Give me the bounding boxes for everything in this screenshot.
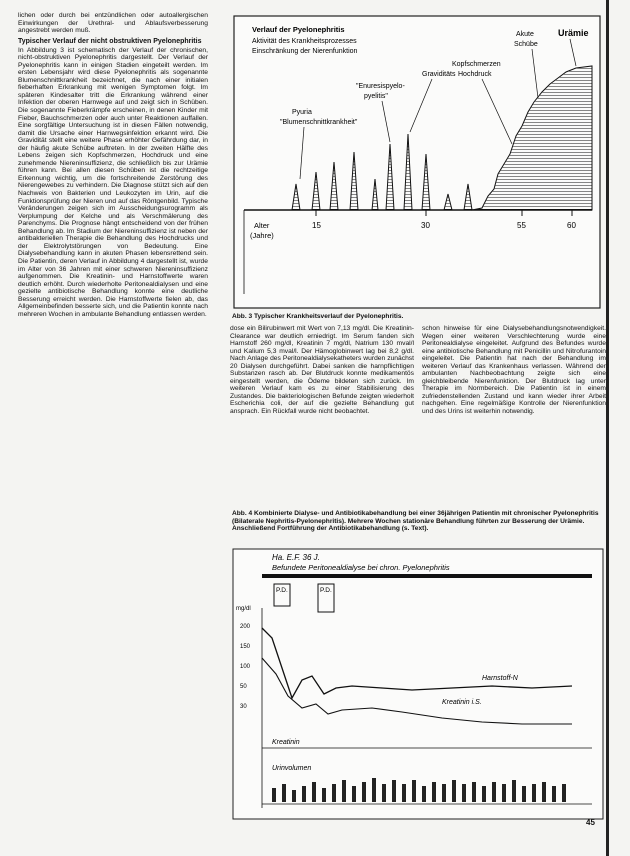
label-pyuria-2: "Blumenschnittkrankheit" bbox=[280, 119, 358, 126]
label-kopf-1: Kopfschmerzen bbox=[452, 61, 501, 68]
series-label-4: Urinvolumen bbox=[272, 765, 312, 772]
label-kopf-2: Hochdruck bbox=[458, 71, 492, 78]
tick-3: 55 bbox=[517, 221, 526, 230]
body-paragraph: In Abbildung 3 ist schematisch der Verlauf der chronischen, nicht-obstruktiven Pyelonephritis dargestellt. Der Verlauf der Pyelonephritis kann in einigen Stadien eingeteilt werden. Im ersten Lebensjahr wird diese Pyelonephritis als sogenannte Blumenschnittkrankheit bezeichnet, die nach einer initialen fieberhaften Erkrankung mit wenigen Symptomen folgt. Im späteren Kindesalter tritt die Erkrankung während einer Infektion der oberen Harnwege auf und zeigt sich in Schüben. Die sogenannte Fieberkrämpfe erscheinen, in denen Kinder mit Fieber, Bauchschmerzen oder auch unter Reaktionen auffallen. Eine sorgfältige Untersuchung ist in diesen Fällen notwendig, damit die Ursache einer Harnwegsinfektion erkannt wird. Die Gravidität stellt eine weitere Phase erhöhter Gefährdung dar, in der häufig akute Schübe auftreten. In der zweiten Hälfte des Lebens zeigen sich Kopfschmerzen, Hochdruck und eine zunehmende Niereninsuffizienz, die schließlich bis zur Urämie führen kann. Bei allen diesen Schüben ist die rechtzeitige Erkennung wichtig, um die fortschreitende Zerstörung des Nierengewebes zu verhindern. Die Diagnose stützt sich auf den Nachweis von Bakterien und Leukozyten im Urin, auf die Funktionsprüfung der Nieren und auf das Röntgenbild. Typische Veränderungen zeigen sich im Ausscheidungsurogramm als Verplumpung der Kelche und als Verschmälerung des Parenchyms. Die Prognose hängt entscheidend von der frühen Behandlung ab. Im Stadium der Niereninsuffizienz ist neben der antibakteriellen Therapie die Behandlung des Hochdrucks und der Elektrolytstörungen von Bedeutung. Eine Dialysebehandlung kann in akuten Phasen lebensrettend sein. Die Patientin, deren Verlauf in Abbildung 4 dargestellt ist, wurde im Alter von 36 Jahren mit einer schweren Niereninsuffizienz aufgenommen. Die Kreatinin- und Harnstoffwerte waren deutlich erhöht. Durch wiederholte Peritonealdialysen und eine gezielte antibiotische Behandlung konnte eine deutliche Besserung erreicht werden. Die Harnstoffwerte fielen ab, das Allgemeinbefinden besserte sich, und die Patientin konnte nach mehreren Wochen in ambulante Behandlung entlassen werden. bbox=[18, 46, 208, 318]
right-column-upper bbox=[422, 325, 606, 501]
fig1-subtitle-1: Aktivität des Krankheitsprozesses bbox=[252, 38, 357, 45]
label-akute-1: Akute bbox=[516, 31, 534, 38]
middle-column-text: dose ein Bilirubinwert mit Wert von 7,13 mg/dl. Die Kreatinin-Clearance war deutlich erniedrigt. Im Serum fanden sich Harnstoff 260 mg/dl, Kreatinin 7 mg/dl, Natrium 130 mval/l und Kalium 5,3 mval/l. Der Hämoglobinwert lag bei 8,2 g/dl. Nach Anlage des Peritonealdialysekatheters wurden zunächst 20 Dialysen durchgeführt. Dabei sanken die harnpflichtigen Substanzen rasch ab. Der Blutdruck konnte medikamentös eingestellt werden, die Ödeme bildeten sich zurück. Im weiteren Verlauf kam es zu einer Stabilisierung des Zustandes. Die bakteriologischen Befunde zeigten wiederholt Escherichia coli, der auf die gezielte Behandlung gut ansprach. Ein Rückfall wurde nicht beobachtet. bbox=[230, 325, 414, 416]
figure-1-caption bbox=[232, 313, 604, 321]
left-column bbox=[18, 12, 208, 838]
series-label-1: Harnstoff-N bbox=[482, 675, 518, 682]
caption-2-text: Abb. 4 Kombinierte Dialyse- und Antibiotikabehandlung bei einer 36jährigen Patientin mit chronischer Pyelonephritis (Bilaterale Nephritis-Pyelonephritis). Mehrere Wochen stationäre Behandlung führten zur Besserung der Urämie. Anschließend Fortführung der Antibiotikabehandlung (s. Text). bbox=[232, 510, 599, 533]
intro-paragraph: lichen oder durch bei entzündlichen oder autoallergischen Einwirkungen der Urethral- und Ablaufsverbesserung angestrebt werden muß. bbox=[18, 12, 208, 35]
ytick-4: 50 bbox=[240, 684, 247, 690]
label-akute-2: Schübe bbox=[514, 41, 538, 48]
label-enuresis-2: pyelitis" bbox=[364, 93, 388, 100]
fig2-header-1: Ha. E.F. 36 J. bbox=[272, 553, 320, 562]
axis-label-2: (Jahre) bbox=[250, 231, 274, 240]
fig1-subtitle-2: Einschränkung der Nierenfunktion bbox=[252, 48, 358, 55]
figure-dialysis-course bbox=[232, 548, 604, 820]
ytick-2: 150 bbox=[240, 644, 251, 650]
series-label-2: Kreatinin i.S. bbox=[442, 699, 482, 706]
figure-2-caption bbox=[232, 510, 604, 533]
page-number: 45 bbox=[586, 818, 595, 827]
pd-label-2: P.D. bbox=[320, 587, 332, 594]
label-pyuria-1: Pyuria bbox=[292, 109, 312, 116]
fig1-title: Verlauf der Pyelonephritis bbox=[252, 25, 345, 34]
pd-label-1: P.D. bbox=[276, 587, 288, 594]
ytick-unit: mg/dl bbox=[236, 606, 251, 612]
section-heading: Typischer Verlauf der nicht obstruktiven Pyelonephritis bbox=[18, 37, 202, 45]
axis-label-1: Alter bbox=[254, 221, 270, 230]
label-graviditaet: Graviditäts bbox=[422, 71, 456, 78]
tick-1: 15 bbox=[312, 221, 321, 230]
tick-2: 30 bbox=[421, 221, 430, 230]
ytick-3: 100 bbox=[240, 664, 251, 670]
scan-edge bbox=[606, 0, 609, 856]
label-enuresis-1: "Enuresispyelo- bbox=[356, 83, 405, 90]
fig2-header-2: Befundete Peritonealdialyse bei chron. Pyelonephritis bbox=[272, 563, 450, 572]
figure-disease-course bbox=[232, 14, 602, 310]
label-uraemie: Urämie bbox=[558, 28, 589, 38]
right-column-text: schon hinweise für eine Dialysebehandlungsnotwendigkeit. Wegen einer weiteren Verschlechterung wurde eine Peritonealdialyse eingeleitet. Aufgrund des Befundes wurde eine antibiotische Behandlung mit Penicillin und Nitrofurantoin eingeleitet. Die Patientin hat nach der Behandlung im weiteren Verlauf das Krankenhaus verlassen. Während der ambulanten Nachbeobachtung zeigte sich eine gleichbleibende Nierenfunktion. Der Blutdruck lag unter Therapie im Normbereich. Die Patientin ist in einem zufriedenstellenden Zustand und kann wieder ihrer Arbeit nachgehen. Eine regelmäßige Kontrolle der Nierenfunktion und des Urins ist weiterhin notwendig. bbox=[422, 325, 606, 416]
middle-column-upper bbox=[230, 325, 414, 501]
ytick-5: 30 bbox=[240, 704, 247, 710]
ytick-1: 200 bbox=[240, 624, 251, 630]
caption-1-text: Abb. 3 Typischer Krankheitsverlauf der Pyelonephritis. bbox=[232, 313, 404, 320]
series-label-3: Kreatinin bbox=[272, 739, 300, 746]
tick-4: 60 bbox=[567, 221, 576, 230]
